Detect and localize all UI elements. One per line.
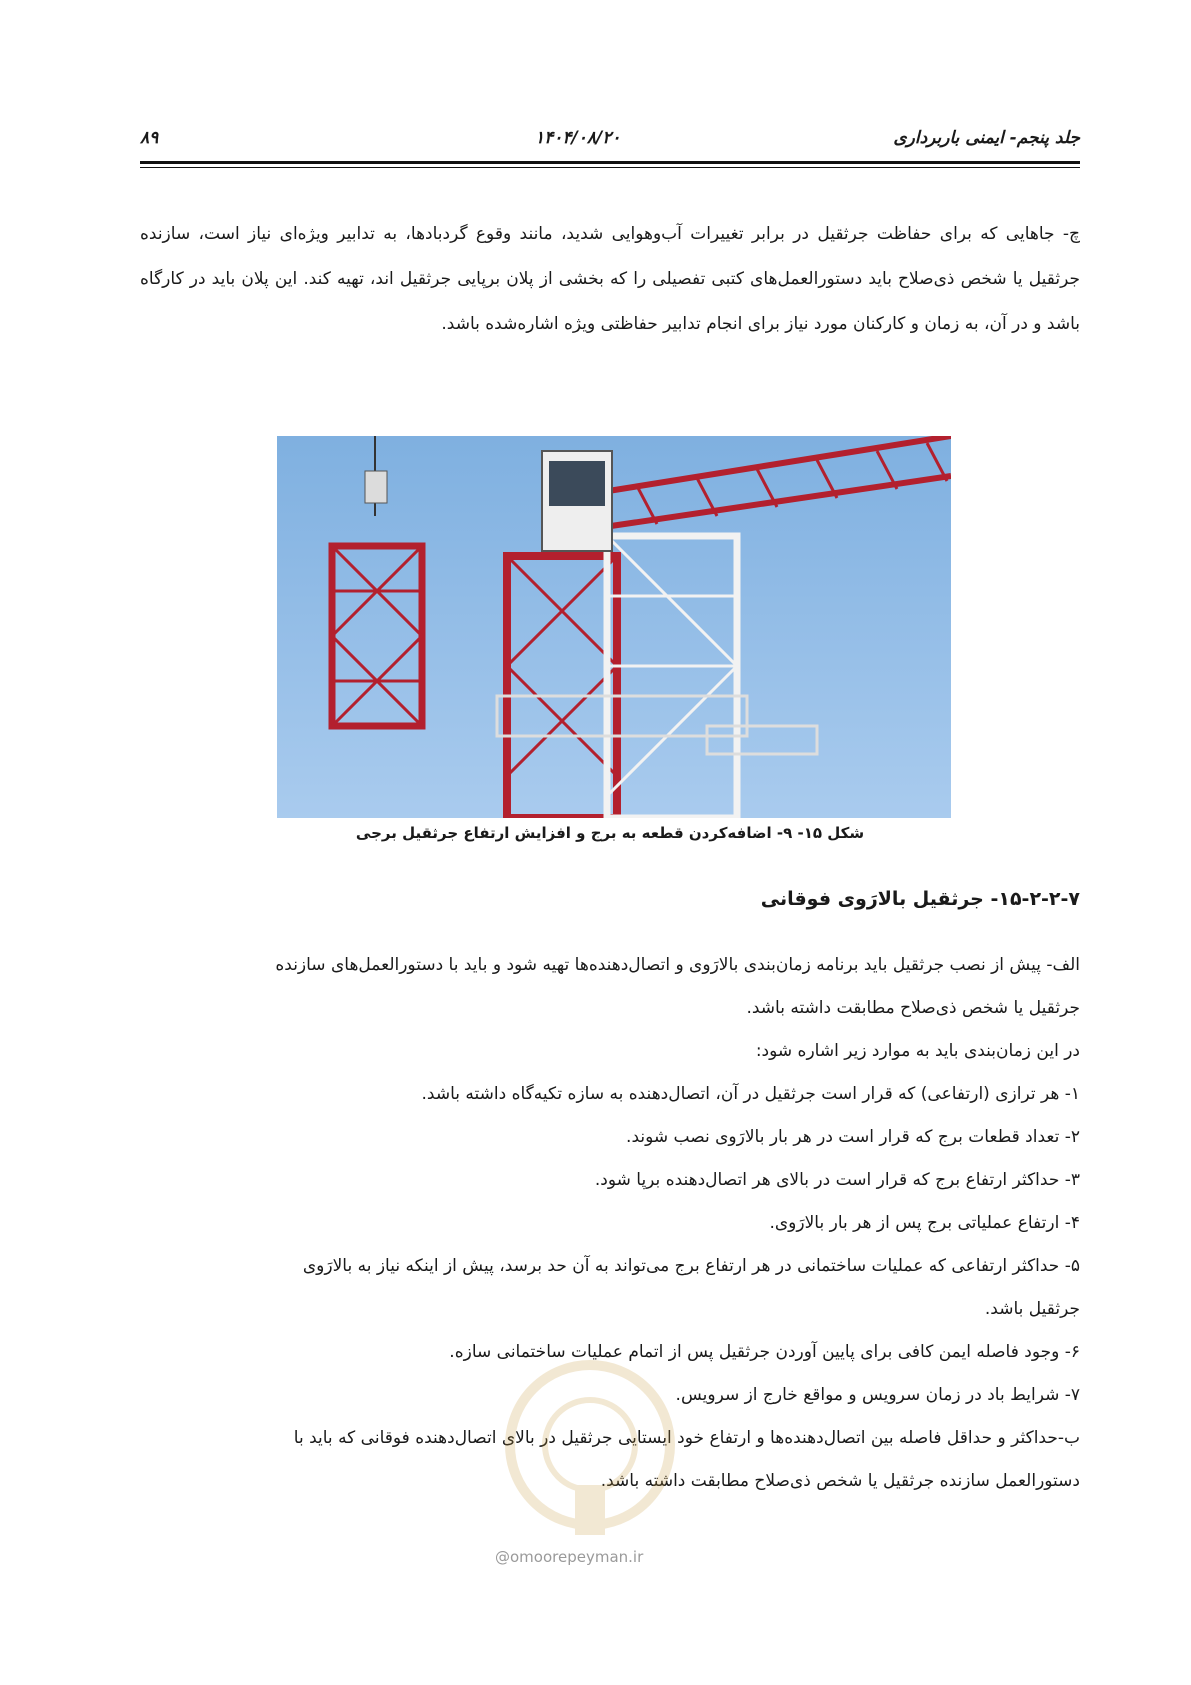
list-item: ۶- وجود فاصله ایمن کافی برای پایین آوردن جرثقیل پس از اتمام عملیات ساختمانی سازه.: [449, 1342, 1080, 1362]
schedule-intro: در این زمان‌بندی باید به موارد زیر اشاره شود:: [755, 1041, 1080, 1061]
list-item: ۳- حداکثر ارتفاع برج که قرار است در بالای هر اتصال‌دهنده برپا شود.: [594, 1170, 1080, 1190]
watermark-logo: [490, 1345, 690, 1555]
page-number: ۸۹: [140, 128, 159, 148]
figure-caption: شکل ۱۵- ۹- اضافه‌کردن قطعه به برج و افزایش ارتفاع جرثقیل برجی: [355, 824, 865, 842]
section-heading: ۱۵-۲-۲-۷- جرثقیل بالارَوی فوقانی: [760, 888, 1080, 910]
para-a-line-1: الف- پیش از نصب جرثقیل باید برنامه زمان‌بندی بالارَوی و اتصال‌دهنده‌ها تهیه شود و باید با دستورالعمل‌های سازنده: [275, 955, 1080, 975]
page-header: [140, 128, 1080, 158]
header-date: ۱۴۰۴/۰۸/۲۰: [535, 128, 621, 148]
intro-paragraph: چ- جاهایی که برای حفاظت جرثقیل در برابر تغییرات آب‌وهوایی شدید، مانند وقوع گردبادها، به تدابیر ویژه‌ای نیاز است، سازنده جرثقیل یا شخص ذی‌صلاح باید دستورالعمل‌های کتبی تفصیلی را که بخشی از پلان برپایی جرثقیل اند، تهیه کند. این پلان باید در کارگاه باشد و در آن، به زمان و کارکنان مورد نیاز برای انجام تدابیر حفاظتی ویژه اشاره‌شده باشد.: [140, 224, 1080, 334]
para-a-line-2: جرثقیل یا شخص ذی‌صلاح مطابقت داشته باشد.: [746, 998, 1080, 1018]
list-item: جرثقیل باشد.: [984, 1299, 1080, 1319]
list-item: ۲- تعداد قطعات برج که قرار است در هر بار بالارَوی نصب شوند.: [626, 1127, 1080, 1147]
tower-crane-illustration: [277, 436, 951, 818]
watermark-site: @omoorepeyman.ir: [495, 1548, 644, 1566]
list-item: ۷- شرایط باد در زمان سرویس و مواقع خارج از سرویس.: [675, 1385, 1080, 1405]
header-rule-thick: [140, 161, 1080, 164]
list-item: ۱- هر ترازی (ارتفاعی) که قرار است جرثقیل در آن، اتصال‌دهنده به سازه تکیه‌گاه داشته باشد.: [421, 1084, 1080, 1104]
header-rule-thin: [140, 167, 1080, 168]
volume-title: جلد پنجم- ایمنی باربرداری: [893, 128, 1080, 148]
para-b-line-1: ب-حداکثر و حداقل فاصله بین اتصال‌دهنده‌ها و ارتفاع خود ایستایی جرثقیل در بالای اتصال‌دهنده فوقانی که باید با: [293, 1428, 1080, 1448]
list-item: ۵- حداکثر ارتفاعی که عملیات ساختمانی در هر ارتفاع برج می‌تواند به آن حد برسد، پیش از اینکه نیاز به بالارَوی: [302, 1256, 1080, 1276]
list-item: ۴- ارتفاع عملیاتی برج پس از هر بار بالارَوی.: [769, 1213, 1080, 1233]
tower-crane-photo: [277, 436, 951, 818]
para-b-line-2: دستورالعمل سازنده جرثقیل یا شخص ذی‌صلاح مطابقت داشته باشد.: [600, 1471, 1080, 1491]
